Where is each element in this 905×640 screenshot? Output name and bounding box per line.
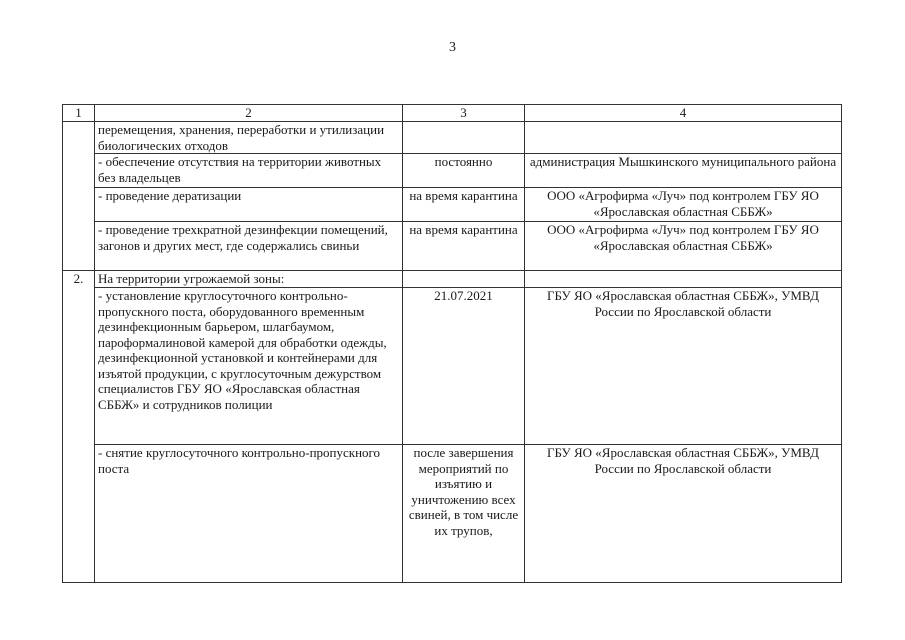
responsible-cell [525, 122, 842, 154]
measure-cell: - обеспечение отсутствия на территории животных без владельцев [95, 154, 403, 188]
column-header-3: 3 [403, 105, 525, 122]
term-cell [403, 271, 525, 288]
measure-cell: - установление круглосуточного контрольно-пропускного поста, оборудованного временным дезинфекционным барьером, шлагбаумом, пароформалиновой камерой для обработки одежды, дезинфекционной установкой и контейнерами для изъятой продукции, с круглосуточным дежурством специалистов ГБУ ЯО «Ярославская областная СББЖ» и сотрудников полиции [95, 288, 403, 445]
measure-cell: - снятие круглосуточного контрольно-пропускного поста [95, 445, 403, 583]
term-cell: 21.07.2021 [403, 288, 525, 445]
measure-cell: На территории угрожаемой зоны: [95, 271, 403, 288]
table-row [63, 271, 842, 288]
measure-cell: - проведение трехкратной дезинфекции помещений, загонов и других мест, где содержались свиньи [95, 222, 403, 271]
responsible-cell: ООО «Агрофирма «Луч» под контролем ГБУ ЯО «Ярославская областная СББЖ» [525, 222, 842, 271]
term-cell: постоянно [403, 154, 525, 188]
table-row [63, 188, 842, 222]
table-row [63, 122, 842, 154]
table-row [63, 154, 842, 188]
table-row [63, 222, 842, 271]
column-header-1: 1 [63, 105, 95, 122]
column-header-2: 2 [95, 105, 403, 122]
responsible-cell: ООО «Агрофирма «Луч» под контролем ГБУ ЯО «Ярославская областная СББЖ» [525, 188, 842, 222]
responsible-cell: администрация Мышкинского муниципального района [525, 154, 842, 188]
responsible-cell [525, 271, 842, 288]
table-row [63, 445, 842, 583]
responsible-cell: ГБУ ЯО «Ярославская областная СББЖ», УМВД России по Ярославской области [525, 445, 842, 583]
responsible-cell: ГБУ ЯО «Ярославская областная СББЖ», УМВД России по Ярославской области [525, 288, 842, 445]
table-header-row [63, 105, 842, 122]
measure-cell: перемещения, хранения, переработки и утилизации биологических отходов [95, 122, 403, 154]
term-cell: на время карантина [403, 188, 525, 222]
measure-cell: - проведение дератизации [95, 188, 403, 222]
page-number: 3 [449, 40, 456, 55]
column-header-4: 4 [525, 105, 842, 122]
term-cell: после завершения мероприятий по изъятию и уничтожению всех свиней, в том числе их трупов, [403, 445, 525, 583]
row-number [63, 122, 95, 271]
term-cell: на время карантина [403, 222, 525, 271]
measures-table [62, 104, 842, 583]
term-cell [403, 122, 525, 154]
row-number: 2. [63, 271, 95, 583]
table-row [63, 288, 842, 445]
